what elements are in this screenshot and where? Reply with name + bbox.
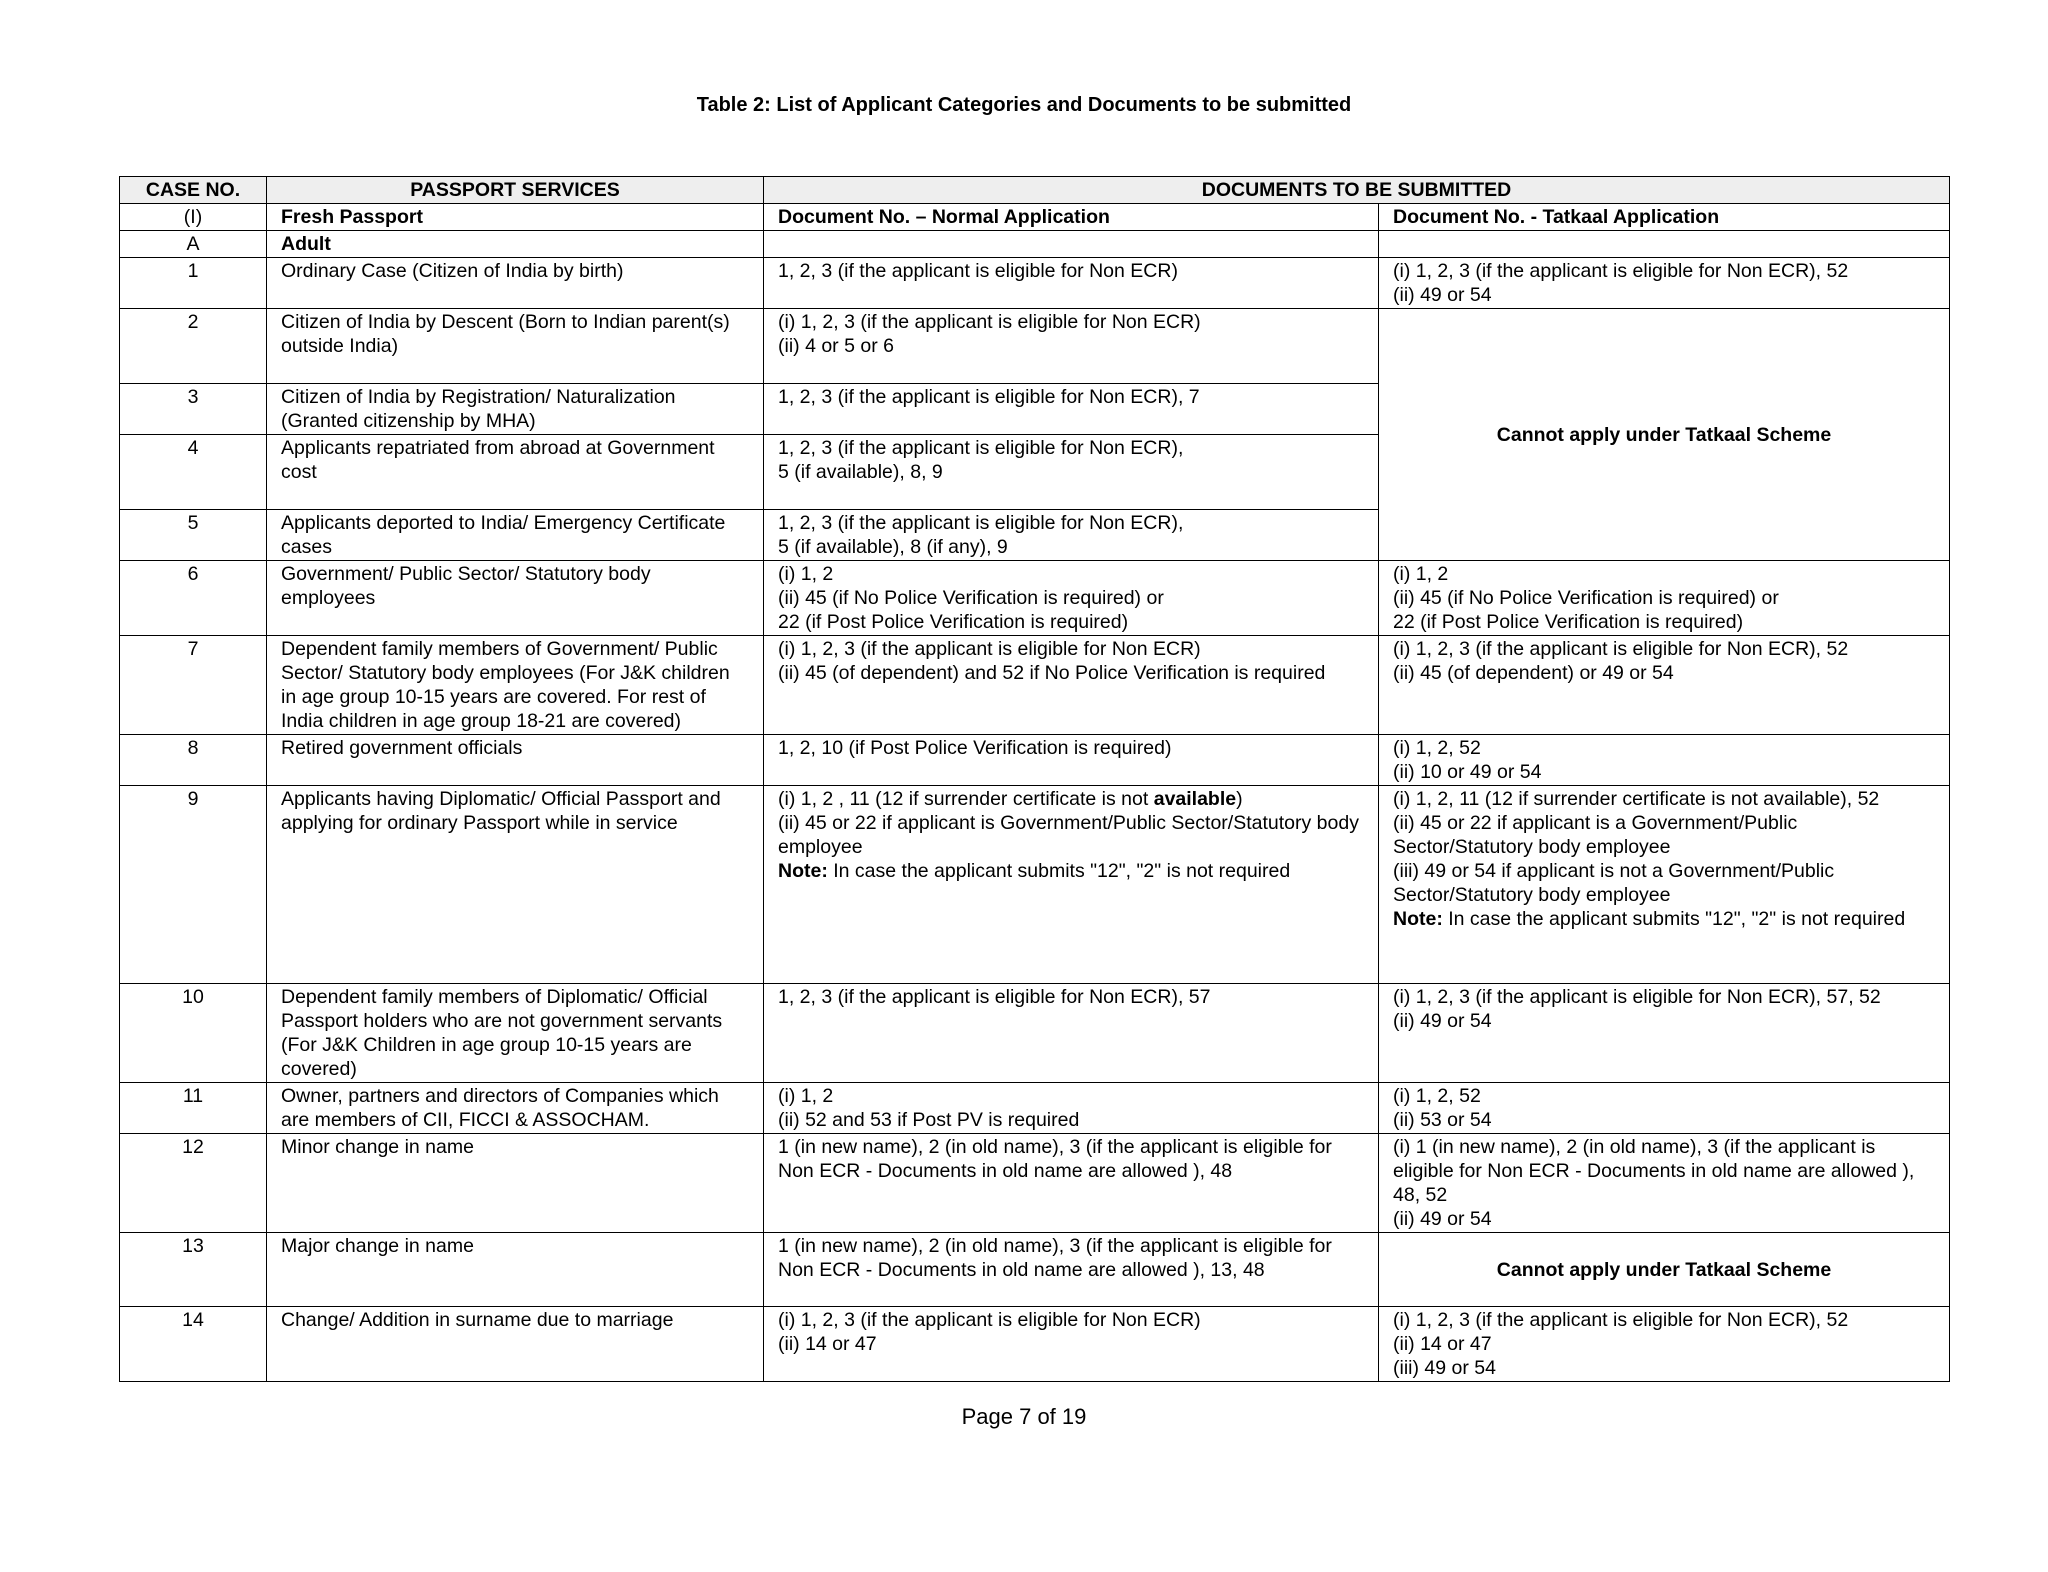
normal-cell — [764, 1134, 1379, 1233]
normal-line: 1, 2, 3 (if the applicant is eligible for Non ECR), 7 — [778, 386, 1200, 408]
note-label: Note: — [778, 860, 828, 882]
table-row — [120, 561, 1950, 636]
case-number: 2 — [120, 309, 267, 384]
table-row — [120, 258, 1950, 309]
case-number: 7 — [120, 636, 267, 735]
service-cell: Retired government officials — [267, 735, 764, 786]
normal-cell — [764, 510, 1379, 561]
normal-line: (i) 1, 2, 3 (if the applicant is eligible for Non ECR) — [778, 311, 1201, 333]
tatkaal-line: (i) 1, 2, 3 (if the applicant is eligible for Non ECR), 52 — [1393, 1309, 1849, 1331]
tatkaal-cell — [1379, 1134, 1950, 1233]
tatkaal-line: (i) 1, 2 — [1393, 563, 1449, 585]
table-row — [120, 786, 1950, 984]
cannot-apply-tatkaal-cell: Cannot apply under Tatkaal Scheme — [1379, 309, 1950, 561]
case-number: 3 — [120, 384, 267, 435]
tatkaal-line: (ii) 53 or 54 — [1393, 1109, 1492, 1131]
normal-line — [778, 787, 1364, 811]
tatkaal-line: (i) 1, 2, 11 (12 if surrender certificate is not available), 52 — [1393, 788, 1880, 810]
tatkaal-line: (ii) 45 (of dependent) or 49 or 54 — [1393, 662, 1674, 684]
table-row — [120, 636, 1950, 735]
subheader-tatkaal: Document No. - Tatkaal Application — [1379, 204, 1950, 231]
case-number: 10 — [120, 984, 267, 1083]
service-cell: Applicants deported to India/ Emergency Certificate cases — [267, 510, 764, 561]
note-text: In case the applicant submits "12", "2" is not required — [827, 860, 1291, 882]
tatkaal-line: (ii) 49 or 54 — [1393, 1010, 1492, 1032]
group-case: A — [120, 231, 267, 258]
tatkaal-line: (i) 1, 2, 3 (if the applicant is eligible for Non ECR), 52 — [1393, 260, 1849, 282]
normal-cell — [764, 561, 1379, 636]
normal-line: (ii) 52 and 53 if Post PV is required — [778, 1109, 1080, 1131]
tatkaal-cell — [1379, 636, 1950, 735]
group-tatkaal — [1379, 231, 1950, 258]
service-cell: Owner, partners and directors of Companies which are members of CII, FICCI & ASSOCHAM. — [267, 1083, 764, 1134]
service-cell: Government/ Public Sector/ Statutory body employees — [267, 561, 764, 636]
normal-line: 1, 2, 10 (if Post Police Verification is required) — [778, 737, 1172, 759]
header-case-no: CASE NO. — [120, 177, 267, 204]
normal-cell — [764, 636, 1379, 735]
case-number: 4 — [120, 435, 267, 510]
subheader-normal: Document No. – Normal Application — [764, 204, 1379, 231]
normal-cell — [764, 435, 1379, 510]
tatkaal-cell — [1379, 786, 1950, 984]
case-number: 11 — [120, 1083, 267, 1134]
normal-line: 1, 2, 3 (if the applicant is eligible for Non ECR) — [778, 260, 1178, 282]
normal-line: (ii) 4 or 5 or 6 — [778, 335, 894, 357]
normal-cell — [764, 1083, 1379, 1134]
subheader-service: Fresh Passport — [267, 204, 764, 231]
normal-text: (i) 1, 2 , 11 (12 if surrender certificate is not — [778, 788, 1154, 810]
normal-line: 1 (in new name), 2 (in old name), 3 (if the applicant is eligible for Non ECR - Documents in old name are allowed ), 48 — [778, 1136, 1332, 1182]
normal-cell — [764, 984, 1379, 1083]
note-label: Note: — [1393, 908, 1443, 930]
normal-line: (i) 1, 2, 3 (if the applicant is eligible for Non ECR) — [778, 638, 1201, 660]
header-documents: DOCUMENTS TO BE SUBMITTED — [764, 177, 1950, 204]
tatkaal-cell — [1379, 258, 1950, 309]
tatkaal-line: (ii) 49 or 54 — [1393, 1208, 1492, 1230]
normal-cell — [764, 258, 1379, 309]
table-row — [120, 1134, 1950, 1233]
group-service: Adult — [267, 231, 764, 258]
service-cell: Citizen of India by Descent (Born to Indian parent(s) outside India) — [267, 309, 764, 384]
normal-line: (ii) 45 (of dependent) and 52 if No Police Verification is required — [778, 662, 1326, 684]
page-number: Page 7 of 19 — [961, 1404, 1087, 1429]
table-row — [120, 1233, 1950, 1307]
case-number: 14 — [120, 1307, 267, 1382]
tatkaal-line: (i) 1 (in new name), 2 (in old name), 3 (if the applicant is eligible for Non ECR - Documents in old name are allowed ), 48, 52 — [1393, 1136, 1915, 1206]
normal-line: 1 (in new name), 2 (in old name), 3 (if the applicant is eligible for Non ECR - Documents in old name are allowed ), 13, 48 — [778, 1235, 1332, 1281]
table-row — [120, 309, 1950, 384]
group-normal — [764, 231, 1379, 258]
normal-line: (i) 1, 2 — [778, 1085, 834, 1107]
table-header-row — [120, 177, 1950, 204]
service-cell: Applicants having Diplomatic/ Official Passport and applying for ordinary Passport while in service — [267, 786, 764, 984]
documents-table — [119, 176, 1950, 1382]
tatkaal-line: (i) 1, 2, 3 (if the applicant is eligible for Non ECR), 52 — [1393, 638, 1849, 660]
tatkaal-cell — [1379, 735, 1950, 786]
table-row — [120, 735, 1950, 786]
normal-line: 5 (if available), 8, 9 — [778, 461, 943, 483]
case-number: 8 — [120, 735, 267, 786]
service-cell: Change/ Addition in surname due to marriage — [267, 1307, 764, 1382]
cannot-apply-tatkaal-cell: Cannot apply under Tatkaal Scheme — [1379, 1233, 1950, 1307]
case-number: 12 — [120, 1134, 267, 1233]
case-number: 1 — [120, 258, 267, 309]
table-row — [120, 1083, 1950, 1134]
normal-cell — [764, 735, 1379, 786]
header-passport-services: PASSPORT SERVICES — [267, 177, 764, 204]
normal-cell — [764, 1307, 1379, 1382]
service-cell: Major change in name — [267, 1233, 764, 1307]
tatkaal-line: 22 (if Post Police Verification is required) — [1393, 611, 1744, 633]
service-cell: Dependent family members of Diplomatic/ Official Passport holders who are not government servants (For J&K Children in age group 10-15 years are covered) — [267, 984, 764, 1083]
note-text: In case the applicant submits "12", "2" is not required — [1442, 908, 1906, 930]
table-row — [120, 1307, 1950, 1382]
tatkaal-line: (ii) 14 or 47 — [1393, 1333, 1492, 1355]
normal-bold-text: available — [1153, 788, 1237, 810]
tatkaal-line: (ii) 45 (if No Police Verification is required) or — [1393, 587, 1779, 609]
service-cell: Citizen of India by Registration/ Naturalization (Granted citizenship by MHA) — [267, 384, 764, 435]
tatkaal-cell — [1379, 1083, 1950, 1134]
tatkaal-note — [1393, 907, 1935, 931]
normal-line: 1, 2, 3 (if the applicant is eligible for Non ECR), — [778, 512, 1184, 534]
case-number: 6 — [120, 561, 267, 636]
normal-text: ) — [1236, 788, 1243, 810]
normal-line: (ii) 45 or 22 if applicant is Government/Public Sector/Statutory body employee — [778, 812, 1359, 858]
subheader-case: (I) — [120, 204, 267, 231]
tatkaal-cell — [1379, 561, 1950, 636]
normal-note — [778, 859, 1364, 883]
case-number: 5 — [120, 510, 267, 561]
normal-cell — [764, 384, 1379, 435]
service-cell: Dependent family members of Government/ Public Sector/ Statutory body employees (For J&K children in age group 10-15 years are covered. For rest of India children in age group 18-21 are covered) — [267, 636, 764, 735]
case-number: 13 — [120, 1233, 267, 1307]
tatkaal-line: (i) 1, 2, 52 — [1393, 1085, 1481, 1107]
normal-line: (i) 1, 2, 3 (if the applicant is eligible for Non ECR) — [778, 1309, 1201, 1331]
tatkaal-line: (ii) 10 or 49 or 54 — [1393, 761, 1542, 783]
normal-line: (ii) 45 (if No Police Verification is required) or — [778, 587, 1164, 609]
table-subheader-row — [120, 204, 1950, 231]
tatkaal-line: (ii) 45 or 22 if applicant is a Government/Public Sector/Statutory body employee — [1393, 812, 1798, 858]
group-row — [120, 231, 1950, 258]
table-row — [120, 984, 1950, 1083]
tatkaal-line: (i) 1, 2, 3 (if the applicant is eligible for Non ECR), 57, 52 — [1393, 986, 1881, 1008]
table-title: Table 2: List of Applicant Categories and Documents to be submitted — [696, 94, 1352, 116]
tatkaal-cell — [1379, 984, 1950, 1083]
normal-line: 22 (if Post Police Verification is required) — [778, 611, 1129, 633]
tatkaal-line: (iii) 49 or 54 — [1393, 1357, 1496, 1379]
normal-line: 1, 2, 3 (if the applicant is eligible for Non ECR), — [778, 437, 1184, 459]
service-cell: Minor change in name — [267, 1134, 764, 1233]
normal-line: 1, 2, 3 (if the applicant is eligible for Non ECR), 57 — [778, 986, 1211, 1008]
tatkaal-line: (ii) 49 or 54 — [1393, 284, 1492, 306]
tatkaal-line: (iii) 49 or 54 if applicant is not a Government/Public Sector/Statutory body employee — [1393, 860, 1835, 906]
service-cell: Ordinary Case (Citizen of India by birth) — [267, 258, 764, 309]
normal-cell — [764, 1233, 1379, 1307]
normal-line: (ii) 14 or 47 — [778, 1333, 877, 1355]
normal-line: 5 (if available), 8 (if any), 9 — [778, 536, 1008, 558]
normal-cell — [764, 309, 1379, 384]
tatkaal-cell — [1379, 1307, 1950, 1382]
normal-cell — [764, 786, 1379, 984]
tatkaal-line: (i) 1, 2, 52 — [1393, 737, 1481, 759]
service-cell: Applicants repatriated from abroad at Government cost — [267, 435, 764, 510]
case-number: 9 — [120, 786, 267, 984]
normal-line: (i) 1, 2 — [778, 563, 834, 585]
